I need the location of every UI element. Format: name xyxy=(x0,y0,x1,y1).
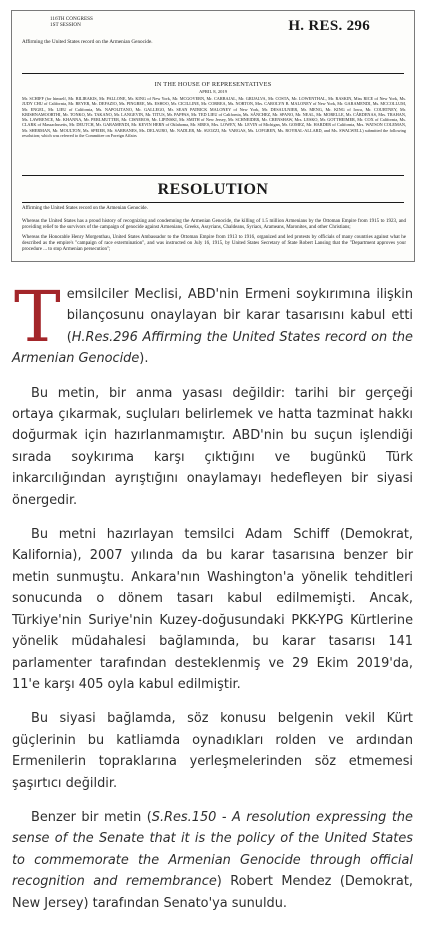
senate-resolution-title: S.Res.150 - A resolution expressing the sense of the Senate that it is the policy of the United States to commemorate the Armenian Genocide through official recognition and remembrance xyxy=(12,809,413,890)
house-heading: IN THE HOUSE OF REPRESENTATIVES xyxy=(154,81,272,88)
resolution-heading: RESOLUTION xyxy=(157,181,269,198)
bill-document-image xyxy=(11,10,415,262)
whereas-clause-2: Whereas the Honorable Henry Morgenthau, United States Ambassador to the Ottoman Empire from 1913 to 1916, organized and led protests by officials of many countries against what he described as the empire's "campaign of race extermination", and was instructed on July 16, 1915, by United States Secretary of State Robert Lansing that the "Department approves your procedure ... to stop Armenian persecution"; xyxy=(22,235,406,252)
bill-date: APRIL 8, 2019 xyxy=(198,89,228,94)
bill-subject: Affirming the United States record on the Armenian Genocide. xyxy=(22,39,153,45)
article-paragraph-3: Bu metni hazırlayan temsilci Adam Schiff (Demokrat, Kalifornia), 2007 yılında da bu karar tasarısına benzer bir metin sunmuştu. Ankara'nın Washington'a yönelik tehditleri sonucunda o dönem tasarı kabul edilmemişti. Ancak, Türkiye'nin Suriye'nin Kuzey-doğusundaki PKK-YPG Kürtlerine yönelik müdahalesi bağlamında, bu karar tasarısı 141 parlamenter tarafından desteklenmiş ve 29 Ekim 2019'da, 11'e karşı 405 oyla kabul edilmiştir. xyxy=(12,527,413,692)
paragraph-1-text: emsilciler Meclisi, ABD'nin Ermeni soykırımına ilişkin bilançosunu onaylayan bir karar tasarısını kabul etti ( xyxy=(66,287,413,345)
article-paragraph-4: Bu siyasi bağlamda, söz konusu belgenin vekil Kürt güçlerinin bu katliamda oynadıkları rolden ve ardından Ermenilerin topraklarına yerleşmelerinden söz etmemesi şaşırtıcı değildir. xyxy=(12,711,413,791)
drop-cap: T xyxy=(14,276,61,358)
session-label: 1ST SESSION xyxy=(50,22,81,29)
congress-label: 116TH CONGRESS xyxy=(50,16,93,22)
article-paragraph-1 xyxy=(12,276,413,370)
article-paragraph-2: Bu metin, bir anma yasası değildir: tarihi bir gerçeği ortaya çıkarmak, suçluları belirlemek ve hatta tazminat hakkı doğurmak için hazırlanmamıştır. ABD'nin bu suçun işlendiği sırada soykırıma karşı çıktığını ve bugünkü Türk inkarcılığından ayrıştığını onaylamayı hedefleyen bir siyasi önergedir. xyxy=(12,385,413,508)
bill-number: H. RES. 296 xyxy=(288,18,370,34)
whereas-clause-1: Whereas the United States has a proud history of recognizing and condemning the Armenian Genocide, the killing of 1.5 million Armenians by the Ottoman Empire from 1915 to 1923, and providing relief to the survivors of the campaign of genocide against Armenians, Greeks, Assyrians, Chaldeans, Syriacs, Arameans, Maronites, and other Christians; xyxy=(22,219,406,230)
sponsors-list: Mr. SCHIFF (for himself, Mr. BILIRAKIS, Mr. PALLONE, Mr. KING of New York, Mr. MCGOVERN, Mr. CARBAJAL, Mr. GRIJALVA, Mr. COSTA, Mr. LOWENTHAL, Mr. RASKIN, Miss RICE of New York, Ms. JUDY CHU of California, Mr. BEYER, Mr. DEFAZIO, Ms. PINGREE, Ms. ESHOO, Mr. CICILLINE, Mr. CORREA, Ms. NORTON, Mrs. CAROLYN B. MALONEY of New York, Mr. GARAMENDI, Ms. MCCOLLUM, Mr. ENGEL, Mr. LIEU of California, Ms. NAPOLITANO, Mr. GALLEGO, Mr. SEAN PATRICK MALONEY of New York, Mr. DESAULNIER, Mr. MENG, Mr. KING of Iowa, Mr. COURTNEY, Mr. KRISHNAMOORTHI, Mr. TONKO, Mr. TAKANO, Mr. LANGEVIN, Mr. TITUS, Mr. PAPPAS, Mr. TED LIEU of California, Ms. SÁNCHEZ, Mr. SPANO, Mr. NEAL, Mr. MORELLE, Mr. CÁRDENAS, Mrs. TRAHAN, Ms. LAWRENCE, Mr. KHANNA, Mr. PERLMUTTER, Mr. CISNEROS, Mr. LIPINSKI, Mr. SMITH of New Jersey, Mr. SCHNEIDER, Mr. CRENSHAW, Mrs. LESKO, Mr. GOTTHEIMER, Mr. COX of California, Ms. CLARK of Massachusetts, Mr. DEUTCH, Mr. GARAMENDI, Mr. KEVIN HERN of Oklahoma, Mr. SIRES, Mrs. LOWEY, Mr. LEVIN of Michigan, Mr. GOMEZ, Mr. HARDER of California, Mrs. WATSON COLEMAN, Mr. SHERMAN, Mr. MOULTON, Ms. SPEIER, Mr. SARBANES, Ms. DELAURO, Mr. NADLER, Mr. SUOZZI, Mr. VARGAS, Ms. LOFGREN, Ms. ROYBAL-ALLARD, and Ms. SWALWELL) submitted the following resolution; which was referred to the Committee on Foreign Affairs xyxy=(22,96,406,139)
divider xyxy=(22,175,404,176)
paragraph-5-end: ) Robert Mendez (Demokrat, New Jersey) tarafından Senato'ya sunuldu. xyxy=(12,874,413,911)
bill-title-italic: H.Res.296 Affirming the United States record on the Armenian Genocide xyxy=(12,329,413,367)
divider xyxy=(22,202,404,203)
resolution-purpose: Affirming the United States record on the Armenian Genocide. xyxy=(22,206,148,211)
article-paragraph-5 xyxy=(12,807,413,914)
paragraph-1-end: ). xyxy=(139,351,149,367)
divider xyxy=(22,73,404,74)
paragraph-5-start: Benzer bir metin ( xyxy=(31,809,152,825)
article-body xyxy=(12,276,413,927)
congress-session xyxy=(50,16,93,29)
